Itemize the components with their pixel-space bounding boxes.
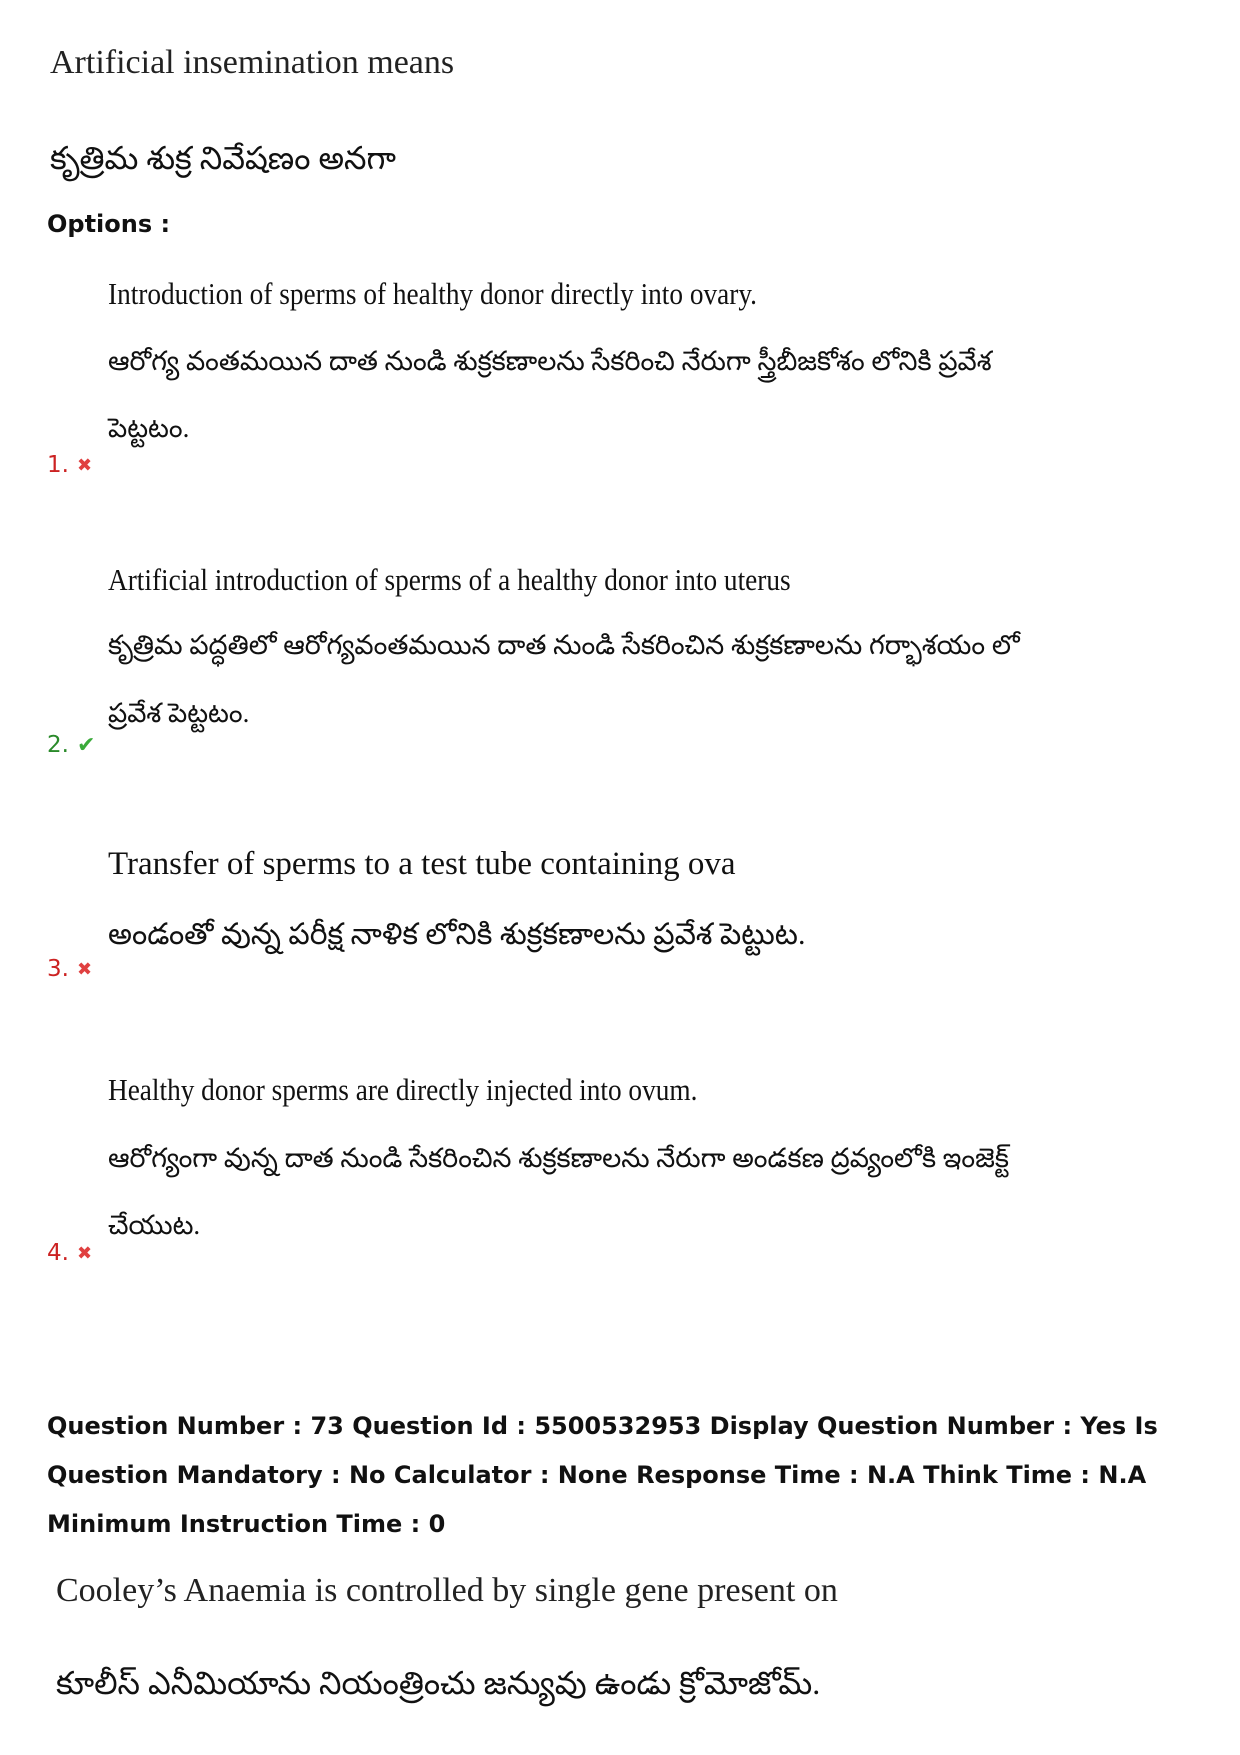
question-text-telugu: కృత్రిమ శుక్ర నివేషణం అనగా [50, 140, 396, 176]
option-4-text-english: Healthy donor sperms are directly injected into ovum. [108, 1072, 698, 1107]
option-4-text-telugu-line1: ఆరోగ్యంగా వున్న దాత నుండి సేకరించిన శుక్రకణాలను నేరుగా అండకణ ద్రవ్యంలోకి ఇంజెక్ట్ [108, 1143, 1009, 1173]
option-2-marker [47, 732, 95, 758]
option-2-number: 2. [47, 732, 69, 758]
question-metadata: Question Number : 73 Question Id : 5500532953 Display Question Number : Yes Is Question Mandatory : No Calculator : None Response Time : N.A Think Time : N.A Minimum Instruction Time : 0 [47, 1412, 1158, 1538]
option-3-number: 3. [47, 956, 69, 982]
next-question-text-telugu: కూలీస్ ఎనీమియాను నియంత్రించు జన్యువు ఉండు క్రోమోజోమ్. [56, 1665, 821, 1701]
question-text-english: Artificial insemination means [50, 44, 455, 81]
option-1-text-telugu-line2: పెట్టటం. [108, 413, 190, 443]
next-question-text-english: Cooley’s Anaemia is controlled by single gene present on [56, 1572, 838, 1609]
cross-icon: ✖ [76, 958, 93, 980]
option-2-text-telugu-line2: ప్రవేశ పెట్టటం. [108, 698, 250, 728]
option-1-number: 1. [47, 452, 69, 478]
option-4-text-telugu-line2: చేయుట. [108, 1210, 201, 1240]
option-1-text-telugu-line1: ఆరోగ్య వంతమయిన దాత నుండి శుక్రకణాలను సేకరించి నేరుగా స్త్రీబీజకోశం లోనికి ప్రవేశ [108, 346, 992, 376]
option-3-text-telugu-line1: అండంతో వున్న పరీక్ష నాళిక లోనికి శుక్రకణాలను ప్రవేశ పెట్టుట. [108, 918, 806, 951]
option-4-number: 4. [47, 1240, 69, 1266]
checkmark-icon: ✔ [76, 732, 96, 758]
option-2-text-english: Artificial introduction of sperms of a healthy donor into uterus [108, 562, 791, 597]
option-1-text-english: Introduction of sperms of healthy donor directly into ovary. [108, 276, 758, 311]
option-3-marker [47, 956, 92, 982]
option-4-marker [47, 1240, 92, 1266]
option-2-text-telugu-line1: కృత్రిమ పద్ధతిలో ఆరోగ్యవంతమయిన దాత నుండి సేకరించిన శుక్రకణాలను గర్భాశయం లో [108, 630, 1020, 660]
options-label: Options : [47, 210, 171, 238]
cross-icon: ✖ [76, 454, 93, 476]
option-1-marker [47, 452, 92, 478]
option-3-text-english: Transfer of sperms to a test tube containing ova [108, 846, 736, 882]
cross-icon: ✖ [76, 1242, 93, 1264]
